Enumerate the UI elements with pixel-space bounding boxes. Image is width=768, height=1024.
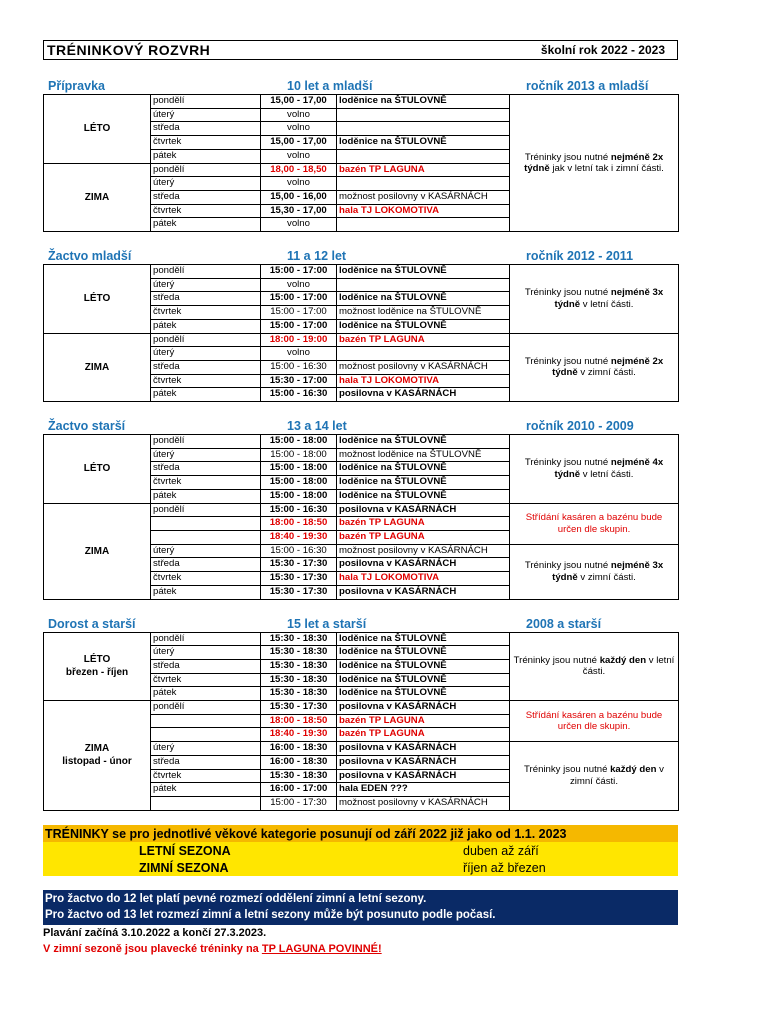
day-cell: středa (151, 122, 261, 136)
place-cell: bazén TP LAGUNA (337, 163, 510, 177)
day-cell: středa (151, 190, 261, 204)
place-cell: hala TJ LOKOMOTIVA (337, 204, 510, 218)
day-cell: úterý (151, 742, 261, 756)
place-cell: bazén TP LAGUNA (337, 517, 510, 531)
time-cell: 15:00 - 16:30 (261, 360, 337, 374)
time-cell: 15:00 - 18:00 (261, 435, 337, 449)
day-cell: pondělí (151, 95, 261, 109)
time-cell: 15:30 - 17:00 (261, 374, 337, 388)
note-text: Tréninky jsou nutné (524, 355, 611, 367)
time-cell: 15:00 - 18:00 (261, 489, 337, 503)
notice-box (43, 890, 678, 925)
place-cell: posilovna v KASÁRNÁCH (337, 769, 510, 783)
place-cell: posilovna v KASÁRNÁCH (337, 585, 510, 599)
day-cell: pondělí (151, 632, 261, 646)
time-cell: 15:30 - 18:30 (261, 769, 337, 783)
day-cell (151, 728, 261, 742)
place-cell: loděnice na ŠTULOVNĚ (337, 95, 510, 109)
schedule-table (43, 94, 679, 232)
schedule-page (43, 40, 678, 925)
day-cell: čtvrtek (151, 769, 261, 783)
season-cell (44, 333, 151, 402)
note-emphasis: nejméně 3x týdně (552, 560, 664, 583)
note-text-end: v zimní části. (577, 571, 636, 583)
place-cell: loděnice na ŠTULOVNĚ (337, 435, 510, 449)
day-cell: pátek (151, 149, 261, 163)
note-emphasis: nejméně 3x týdně (554, 287, 664, 310)
winter-label: ZIMNÍ SEZONA (139, 860, 229, 875)
day-cell: pondělí (151, 163, 261, 177)
place-cell: možnost posilovny v KASÁRNÁCH (337, 796, 510, 810)
place-cell (337, 347, 510, 361)
note-text: Tréninky jsou nutné (524, 457, 611, 469)
footer-notes (43, 925, 382, 957)
note-text: Střídání kasáren a bazénu bude určen dle skupin. (525, 709, 663, 733)
day-cell: pondělí (151, 435, 261, 449)
note-emphasis: nejméně 2x týdně (552, 355, 664, 379)
title-bar (43, 40, 678, 60)
time-cell: 16:00 - 18:30 (261, 742, 337, 756)
table-row (44, 701, 679, 715)
place-cell: bazén TP LAGUNA (337, 728, 510, 742)
time-cell: 15:00 - 17:00 (261, 306, 337, 320)
place-cell: hala TJ LOKOMOTIVA (337, 572, 510, 586)
day-cell: pátek (151, 218, 261, 232)
summer-value: duben až září (463, 843, 539, 858)
day-cell: středa (151, 558, 261, 572)
table-row (44, 435, 679, 449)
time-cell: 18:40 - 19:30 (261, 530, 337, 544)
season-label: LÉTO (83, 654, 111, 666)
section-age: 15 let a starší (287, 616, 367, 631)
summer-label: LETNÍ SEZONA (139, 843, 231, 858)
time-cell: 15:00 - 17:00 (261, 265, 337, 279)
season-label: LÉTO (83, 293, 111, 305)
section-header (43, 416, 678, 434)
place-cell (337, 122, 510, 136)
season-info-box (43, 825, 678, 876)
time-cell: 15,30 - 17,00 (261, 204, 337, 218)
note-cell (510, 265, 679, 334)
season-label: LÉTO (83, 123, 111, 135)
time-cell: 15,00 - 17,00 (261, 136, 337, 150)
place-cell: možnost posilovny v KASÁRNÁCH (337, 544, 510, 558)
day-cell (151, 530, 261, 544)
day-cell (151, 517, 261, 531)
time-cell: 15:30 - 17:30 (261, 558, 337, 572)
winter-swim-note (43, 941, 382, 957)
day-cell: úterý (151, 448, 261, 462)
place-cell (337, 149, 510, 163)
place-cell: možnost loděnice na ŠTULOVNĚ (337, 306, 510, 320)
place-cell: posilovna v KASÁRNÁCH (337, 503, 510, 517)
section-name: Žactvo mladší (48, 249, 132, 264)
day-cell: středa (151, 462, 261, 476)
place-cell: hala EDEN ??? (337, 783, 510, 797)
section-spacer (43, 600, 678, 614)
season-label: ZIMA (84, 361, 110, 373)
time-cell: 15:00 - 18:00 (261, 448, 337, 462)
time-cell: 15:30 - 18:30 (261, 673, 337, 687)
season-cell (44, 95, 151, 164)
day-cell: pondělí (151, 333, 261, 347)
season-cell (44, 632, 151, 701)
note-text-end: v zimní části. (570, 764, 664, 787)
note-text-end: jak v letní tak i zimní části. (549, 163, 664, 175)
day-cell: čtvrtek (151, 476, 261, 490)
day-cell (151, 796, 261, 810)
time-cell: volno (261, 218, 337, 232)
note-cell (510, 742, 679, 811)
note-text-end: v letní části. (580, 298, 634, 310)
season-label: ZIMA (84, 545, 110, 557)
table-row (44, 265, 679, 279)
place-cell: hala TJ LOKOMOTIVA (337, 374, 510, 388)
note-text: Tréninky jsou nutné (513, 654, 600, 666)
season-cell (44, 265, 151, 334)
day-cell: čtvrtek (151, 673, 261, 687)
time-cell: 15:30 - 18:30 (261, 659, 337, 673)
note-text-end: v zimní části. (577, 367, 636, 379)
season-cell (44, 503, 151, 599)
place-cell: loděnice na ŠTULOVNĚ (337, 292, 510, 306)
note-cell (510, 435, 679, 504)
note-emphasis: nejméně 2x týdně (524, 151, 664, 175)
place-cell: bazén TP LAGUNA (337, 714, 510, 728)
note-text: Střídání kasáren a bazénu bude určen dle skupin. (525, 512, 663, 535)
day-cell: úterý (151, 278, 261, 292)
note-text-end: v letní části. (582, 654, 675, 678)
time-cell: 15:00 - 17:00 (261, 319, 337, 333)
time-cell: 15,00 - 16,00 (261, 190, 337, 204)
page-title: TRÉNINKOVÝ ROZVRH (47, 42, 211, 58)
time-cell: 15:30 - 18:30 (261, 687, 337, 701)
day-cell: čtvrtek (151, 572, 261, 586)
day-cell: pátek (151, 319, 261, 333)
time-cell: 18:00 - 19:00 (261, 333, 337, 347)
day-cell: středa (151, 360, 261, 374)
winter-row (43, 859, 678, 876)
season-cell (44, 163, 151, 232)
schedule-table (43, 434, 679, 599)
time-cell: 15:00 - 18:00 (261, 462, 337, 476)
day-cell: pátek (151, 388, 261, 402)
section-header (43, 246, 678, 264)
day-cell: pátek (151, 783, 261, 797)
day-cell: úterý (151, 177, 261, 191)
place-cell (337, 278, 510, 292)
day-cell: pátek (151, 585, 261, 599)
note-text-end: v letní části. (580, 468, 634, 480)
schedule-table (43, 632, 679, 811)
day-cell: čtvrtek (151, 374, 261, 388)
place-cell (337, 218, 510, 232)
day-cell: úterý (151, 544, 261, 558)
section-born: ročník 2012 - 2011 (526, 249, 634, 264)
table-row (44, 503, 679, 517)
day-cell: středa (151, 659, 261, 673)
day-cell (151, 714, 261, 728)
time-cell: 18:00 - 18:50 (261, 714, 337, 728)
time-cell: volno (261, 108, 337, 122)
day-cell: pondělí (151, 265, 261, 279)
winter-value: říjen až březen (463, 860, 546, 875)
place-cell: loděnice na ŠTULOVNĚ (337, 265, 510, 279)
time-cell: volno (261, 177, 337, 191)
note-emphasis: každý den (610, 764, 657, 776)
summer-row (43, 842, 678, 859)
note-text: Tréninky jsou nutné (524, 287, 611, 299)
day-cell: pátek (151, 687, 261, 701)
place-cell: možnost posilovny v KASÁRNÁCH (337, 190, 510, 204)
place-cell: loděnice na ŠTULOVNĚ (337, 646, 510, 660)
winter-swim-note-text: V zimní sezoně jsou plavecké tréninky na (43, 943, 262, 955)
time-cell: volno (261, 149, 337, 163)
table-row (44, 95, 679, 109)
section-born: 2008 a starší (526, 616, 602, 631)
day-cell: středa (151, 292, 261, 306)
note-cell (510, 503, 679, 544)
schedule-table (43, 264, 679, 402)
season-cell (44, 435, 151, 504)
table-row (44, 632, 679, 646)
section-spacer (43, 232, 678, 246)
day-cell: úterý (151, 646, 261, 660)
section-age: 13 a 14 let (287, 419, 347, 434)
time-cell: 15,00 - 17,00 (261, 95, 337, 109)
day-cell: pondělí (151, 503, 261, 517)
place-cell: loděnice na ŠTULOVNĚ (337, 489, 510, 503)
section-born: ročník 2010 - 2009 (526, 419, 634, 434)
day-cell: pondělí (151, 701, 261, 715)
place-cell: posilovna v KASÁRNÁCH (337, 755, 510, 769)
time-cell: 15:00 - 16:30 (261, 503, 337, 517)
place-cell: loděnice na ŠTULOVNĚ (337, 673, 510, 687)
time-cell: 18:40 - 19:30 (261, 728, 337, 742)
section-age: 11 a 12 let (287, 249, 347, 264)
place-cell: loděnice na ŠTULOVNĚ (337, 319, 510, 333)
day-cell: čtvrtek (151, 204, 261, 218)
section-name: Dorost a starší (48, 616, 136, 631)
note-text: Tréninky jsou nutné (524, 764, 611, 776)
table-row (44, 333, 679, 347)
sections-container (43, 60, 678, 811)
season-cell (44, 701, 151, 811)
section-spacer (43, 402, 678, 416)
place-cell: posilovna v KASÁRNÁCH (337, 742, 510, 756)
day-cell: pátek (151, 489, 261, 503)
section-age: 10 let a mladší (287, 79, 373, 93)
time-cell: volno (261, 278, 337, 292)
notice-line-1: Pro žactvo do 12 let platí pevné rozmezí oddělení zimní a letní sezony. (45, 892, 427, 905)
place-cell: možnost posilovny v KASÁRNÁCH (337, 360, 510, 374)
place-cell: možnost loděnice na ŠTULOVNĚ (337, 448, 510, 462)
place-cell: posilovna v KASÁRNÁCH (337, 701, 510, 715)
season-label: ZIMA (84, 743, 110, 755)
season-label: LÉTO (83, 463, 111, 475)
note-emphasis: každý den (599, 654, 647, 666)
season-headline-row (43, 825, 678, 842)
note-cell (510, 632, 679, 701)
time-cell: 16:00 - 17:00 (261, 783, 337, 797)
time-cell: 15:30 - 17:30 (261, 585, 337, 599)
section-header (43, 76, 678, 94)
time-cell: 15:00 - 18:00 (261, 476, 337, 490)
season-label: ZIMA (84, 191, 110, 203)
day-cell: úterý (151, 347, 261, 361)
time-cell: 15:30 - 17:30 (261, 701, 337, 715)
day-cell: čtvrtek (151, 306, 261, 320)
laguna-mandatory: TP LAGUNA POVINNÉ! (261, 943, 382, 955)
section-spacer (43, 60, 678, 76)
time-cell: 16:00 - 18:30 (261, 755, 337, 769)
place-cell (337, 108, 510, 122)
section-header (43, 614, 678, 632)
swim-dates: Plavání začíná 3.10.2022 a končí 27.3.2023. (43, 927, 267, 939)
place-cell: loděnice na ŠTULOVNĚ (337, 687, 510, 701)
day-cell: úterý (151, 108, 261, 122)
time-cell: 15:30 - 18:30 (261, 632, 337, 646)
place-cell: posilovna v KASÁRNÁCH (337, 388, 510, 402)
note-cell (510, 95, 679, 232)
time-cell: volno (261, 122, 337, 136)
time-cell: 15:00 - 17:30 (261, 796, 337, 810)
place-cell: loděnice na ŠTULOVNĚ (337, 462, 510, 476)
place-cell: loděnice na ŠTULOVNĚ (337, 476, 510, 490)
place-cell: bazén TP LAGUNA (337, 530, 510, 544)
place-cell: bazén TP LAGUNA (337, 333, 510, 347)
time-cell: 15:30 - 18:30 (261, 646, 337, 660)
season-months: březen - říjen (65, 667, 129, 679)
notice-line-2: Pro žactvo od 13 let rozmezí zimní a letní sezony může být posunuto podle počasí. (45, 908, 496, 921)
note-text: Tréninky jsou nutné (524, 560, 611, 572)
season-headline: TRÉNINKY se pro jednotlivé věkové kategorie posunují od září 2022 již jako od 1.1. 2023 (45, 826, 567, 841)
note-emphasis: nejméně 4x týdně (554, 457, 664, 480)
time-cell: 15:00 - 16:30 (261, 544, 337, 558)
section-name: Přípravka (48, 79, 105, 93)
season-months: listopad - únor (62, 756, 132, 768)
note-text: Tréninky jsou nutné (524, 151, 611, 163)
day-cell: čtvrtek (151, 136, 261, 150)
time-cell: 15:00 - 16:30 (261, 388, 337, 402)
note-cell (510, 544, 679, 599)
school-year: školní rok 2022 - 2023 (540, 43, 665, 57)
place-cell: loděnice na ŠTULOVNĚ (337, 632, 510, 646)
note-cell (510, 333, 679, 402)
place-cell: loděnice na ŠTULOVNĚ (337, 136, 510, 150)
note-cell (510, 701, 679, 742)
time-cell: 18:00 - 18:50 (261, 517, 337, 531)
place-cell: posilovna v KASÁRNÁCH (337, 558, 510, 572)
time-cell: 15:30 - 17:30 (261, 572, 337, 586)
section-name: Žactvo starší (48, 419, 126, 434)
day-cell: středa (151, 755, 261, 769)
time-cell: 18,00 - 18,50 (261, 163, 337, 177)
section-born: ročník 2013 a mladší (526, 79, 649, 93)
place-cell: loděnice na ŠTULOVNĚ (337, 659, 510, 673)
time-cell: 15:00 - 17:00 (261, 292, 337, 306)
time-cell: volno (261, 347, 337, 361)
place-cell (337, 177, 510, 191)
